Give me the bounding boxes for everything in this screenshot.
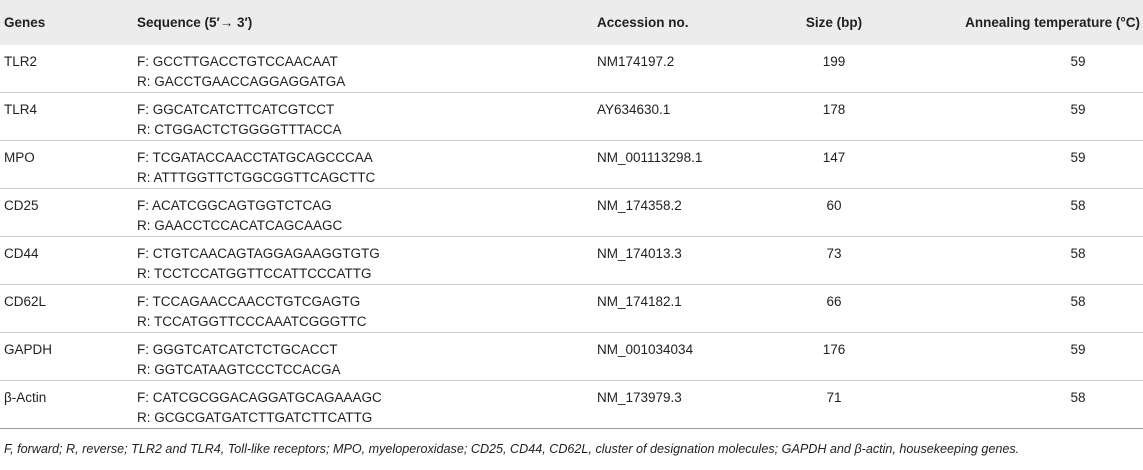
- reverse-primer: R: TCCATGGTTCCCAAATCGGGTTC: [137, 314, 367, 329]
- sequence-cell: [133, 285, 593, 333]
- accession-number: NM_174013.3: [597, 246, 682, 261]
- table-row: [0, 333, 1143, 381]
- header-temperature: Annealing temperature (°C): [965, 15, 1140, 30]
- annealing-temperature: 58: [1070, 294, 1086, 309]
- gene-name: MPO: [4, 150, 35, 165]
- reverse-primer: R: GAACCTCCACATCAGCAAGC: [137, 218, 343, 233]
- sequence-cell: [133, 93, 593, 141]
- forward-primer: F: TCCAGAACCAACCTGTCGAGTG: [137, 294, 361, 309]
- accession-number: NM_001034034: [597, 342, 694, 357]
- annealing-temperature: 58: [1070, 246, 1086, 261]
- gene-name: TLR4: [4, 102, 38, 117]
- product-size: 73: [826, 246, 842, 261]
- reverse-primer: R: TCCTCCATGGTTCCATTCCCATTG: [137, 266, 372, 281]
- annealing-temperature: 59: [1070, 342, 1086, 357]
- sequence-cell: [133, 333, 593, 381]
- accession-number: NM_001113298.1: [597, 150, 703, 165]
- header-accession: Accession no.: [597, 15, 689, 30]
- table-row: [0, 237, 1143, 285]
- table-row: [0, 285, 1143, 333]
- header-sequence: Sequence (5′→ 3′): [137, 15, 253, 30]
- header-size: Size (bp): [805, 15, 863, 30]
- table-footnote: F, forward; R, reverse; TLR2 and TLR4, Toll-like receptors; MPO, myeloperoxidase; CD25, CD44, CD62L, cluster of designation molecules; GAPDH and β-actin, housekeeping genes.: [4, 442, 1020, 456]
- forward-primer: F: GGCATCATCTTCATCGTCCT: [137, 102, 335, 117]
- gene-name: β-Actin: [4, 390, 47, 405]
- product-size: 60: [826, 198, 842, 213]
- gene-name: CD62L: [4, 294, 47, 309]
- table-row: [0, 45, 1143, 93]
- header-genes: Genes: [4, 15, 46, 30]
- reverse-primer: R: CTGGACTCTGGGGTTTACCA: [137, 122, 342, 137]
- sequence-cell: [133, 45, 593, 93]
- forward-primer: F: CTGTCAACAGTAGGAGAAGGTGTG: [137, 246, 380, 261]
- table-body: [0, 45, 1143, 429]
- forward-primer: F: GGGTCATCATCTCTGCACCT: [137, 342, 338, 357]
- header-row: [0, 0, 1143, 45]
- reverse-primer: R: GACCTGAACCAGGAGGATGA: [137, 74, 346, 89]
- table-row: [0, 381, 1143, 429]
- sequence-cell: [133, 189, 593, 237]
- annealing-temperature: 59: [1070, 54, 1086, 69]
- product-size: 147: [822, 150, 846, 165]
- forward-primer: F: TCGATACCAACCTATGCAGCCCAA: [137, 150, 373, 165]
- annealing-temperature: 58: [1070, 198, 1086, 213]
- product-size: 178: [822, 102, 846, 117]
- table-header: [0, 0, 1143, 45]
- annealing-temperature: 59: [1070, 150, 1086, 165]
- sequence-cell: [133, 141, 593, 189]
- product-size: 176: [822, 342, 846, 357]
- accession-number: NM174197.2: [597, 54, 675, 69]
- table-row: [0, 141, 1143, 189]
- reverse-primer: R: ATTTGGTTCTGGCGGTTCAGCTTC: [137, 170, 376, 185]
- annealing-temperature: 58: [1070, 390, 1086, 405]
- table-row: [0, 93, 1143, 141]
- accession-number: NM_173979.3: [597, 390, 682, 405]
- accession-number: AY634630.1: [597, 102, 671, 117]
- forward-primer: F: GCCTTGACCTGTCCAACAAT: [137, 54, 338, 69]
- gene-name: TLR2: [4, 54, 38, 69]
- gene-name: CD25: [4, 198, 39, 213]
- forward-primer: F: CATCGCGGACAGGATGCAGAAAGC: [137, 390, 382, 405]
- product-size: 71: [826, 390, 842, 405]
- product-size: 66: [826, 294, 842, 309]
- reverse-primer: R: GGTCATAAGTCCCTCCACGA: [137, 362, 341, 377]
- accession-number: NM_174182.1: [597, 294, 682, 309]
- sequence-cell: [133, 237, 593, 285]
- gene-name: GAPDH: [4, 342, 53, 357]
- sequence-cell: [133, 381, 593, 429]
- annealing-temperature: 59: [1070, 102, 1086, 117]
- gene-name: CD44: [4, 246, 39, 261]
- forward-primer: F: ACATCGGCAGTGGTCTCAG: [137, 198, 332, 213]
- reverse-primer: R: GCGCGATGATCTTGATCTTCATTG: [137, 410, 373, 425]
- product-size: 199: [822, 54, 846, 69]
- table-row: [0, 189, 1143, 237]
- accession-number: NM_174358.2: [597, 198, 682, 213]
